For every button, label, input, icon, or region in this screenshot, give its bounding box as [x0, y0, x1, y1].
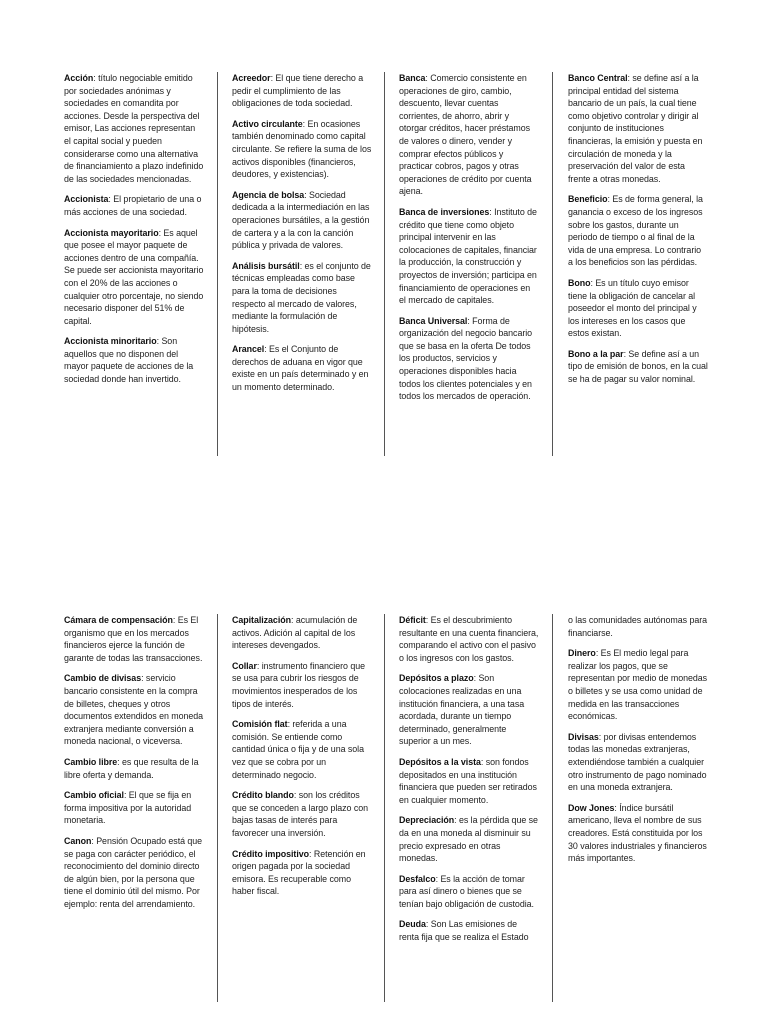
column-4: [568, 72, 708, 456]
glossary-page-top: [0, 72, 768, 456]
glossary-entry: [64, 672, 204, 748]
glossary-entry: [232, 660, 372, 710]
glossary-term: Banca de inversiones: [399, 206, 490, 217]
glossary-definition: : El propietario de una o más acciones de una sociedad.: [64, 194, 202, 217]
glossary-entry: [568, 193, 708, 269]
glossary-entry: [232, 718, 372, 781]
glossary-definition: : es que resulta de la libre oferta y demanda.: [64, 756, 199, 780]
glossary-definition: : Es El organismo que en los mercados financieros ejerce la función de garante de todas las transacciones.: [64, 615, 203, 663]
glossary-definition: : es la pérdida que se da en una moneda al disminuir su precio expresado en otras monedas.: [399, 815, 538, 864]
glossary-definition: o las comunidades autónomas para financiarse.: [568, 615, 708, 638]
glossary-entry: [64, 193, 204, 218]
glossary-entry: [568, 348, 708, 386]
glossary-entry: [232, 189, 372, 252]
column-4: [568, 614, 708, 1002]
glossary-page-bottom: [0, 614, 768, 1002]
glossary-entry: [399, 814, 539, 864]
glossary-definition: : Sociedad dedicada a la intermediación en las operaciones bursátiles, a la gestión de cartera y a la con la canción pública y privada de valores.: [232, 189, 370, 251]
glossary-definition: : Es El medio legal para realizar los pagos, que se representan por medio de monedas o billetes y se usa como unidad de medida en las transacciones económicas.: [568, 648, 708, 722]
glossary-term: Cambio de divisas: [64, 673, 142, 684]
glossary-definition: : referida a una comisión. Se entiende como cantidad única o fija y de una sola vez que se cobra por un determinado negocio.: [232, 719, 364, 780]
column-3: [399, 614, 539, 1002]
column-divider: [384, 72, 385, 456]
glossary-definition: : Son colocaciones realizadas en una institución financiera, a una tasa acordada, durante un tiempo determinado, generalmente superior a un mes.: [399, 673, 525, 747]
glossary-definition: : Es un título cuyo emisor tiene la obligación de cancelar al poseedor el monto del principal y los intereses en los casos que estos existan.: [568, 277, 697, 339]
glossary-term: Collar: [232, 660, 257, 671]
glossary-definition: : Instituto de crédito que tiene como objeto principal intervenir en las colocaciones de capitales, financiar la producción, la construcción y proyectos de inversión; participa en financiamiento de operaciones en el mercado de capitales.: [399, 206, 537, 306]
glossary-entry: [232, 260, 372, 336]
glossary-definition: : Es el descubrimiento resultante en una cuenta financiera, comparando el activo con el pasivo o los ingresos con los gastos.: [399, 615, 539, 663]
glossary-term: Depósitos a plazo: [399, 673, 474, 684]
glossary-term: Banca Universal: [399, 315, 468, 326]
glossary-entry: [64, 756, 204, 781]
glossary-term: Acción: [64, 73, 94, 83]
glossary-entry: [399, 918, 539, 943]
glossary-definition: : El que se fija en forma impositiva por la autoridad monetaria.: [64, 790, 192, 826]
glossary-term: Cambio libre: [64, 756, 118, 767]
glossary-definition: : se define así a la principal entidad del sistema bancario de un país, la cual tiene como objetivo controlar y dirigir al conjunto de instituciones financieras, la emisión y puesta en circulación de moneda y la preservación del valor de esta frente a otras monedas.: [568, 73, 703, 184]
glossary-entry: [64, 72, 204, 185]
glossary-entry: [232, 343, 372, 393]
glossary-definition: : Son aquellos que no disponen del mayor paquete de acciones de la sociedad donde han invertido.: [64, 336, 194, 385]
glossary-entry: [568, 802, 708, 865]
glossary-entry: [399, 206, 539, 307]
glossary-term: Depreciación: [399, 815, 455, 826]
glossary-definition: : Es la acción de tomar para así dinero o bienes que se tenían bajo obligación de custodia.: [399, 873, 534, 909]
glossary-entry: [64, 227, 204, 328]
glossary-definition: : acumulación de activos. Adición al capital de los intereses devengados.: [232, 615, 358, 651]
glossary-entry: [399, 672, 539, 748]
glossary-entry: [64, 789, 204, 827]
glossary-definition: : Pensión Ocupado está que se paga con carácter periódico, el reconocimiento del dominio directo de algún bien, por la persona que tiene el dominio útil del mismo. Por ejemplo: renta del arrendamiento.: [64, 835, 203, 909]
glossary-entry: [232, 614, 372, 652]
glossary-definition: : es el conjunto de técnicas empleadas como base para la toma de decisiones respecto al mercado de valores, mediante la formulación de hipótesis.: [232, 260, 371, 334]
column-divider: [552, 614, 553, 1002]
glossary-entry: [232, 848, 372, 898]
glossary-definition: : En ocasiones también denominado como capital circulante. Se refiere la suma de los activos disponibles (financieros, deudores, y existencias).: [232, 118, 372, 180]
glossary-definition: : Se define así a un tipo de emisión de bonos, en la cual se ha de pagar su valor nominal.: [568, 348, 708, 385]
glossary-term: Capitalización: [232, 615, 291, 625]
glossary-entry: [64, 614, 204, 664]
glossary-definition: : Comercio consistente en operaciones de giro, cambio, descuento, llevar cuentas corrientes, de ahorro, abrir y otorgar créditos, hacer préstamos de valores o dinero, vender y comprar efectos públicos y practicar cobros, pagos y otras operaciones de crédito por cuenta ajena.: [399, 73, 532, 197]
column-divider: [217, 72, 218, 456]
column-2: [232, 614, 372, 1002]
glossary-term: Cámara de compensación: [64, 615, 173, 625]
glossary-entry: [232, 72, 372, 110]
glossary-term: Bono: [568, 277, 591, 288]
glossary-term: Banco Central: [568, 73, 628, 83]
glossary-entry: [399, 315, 539, 403]
glossary-definition: : Es de forma general, la ganancia o exceso de los ingresos sobre los gastos, durante un periodo de tiempo o al final de la vida de una empresa. Lo contrario a los beneficios son las pérdidas.: [568, 194, 703, 268]
glossary-entry: [399, 873, 539, 911]
glossary-term: Accionista minoritario: [64, 336, 157, 347]
glossary-term: Deuda: [399, 919, 426, 930]
glossary-term: Divisas: [568, 731, 599, 742]
glossary-definition: : El que tiene derecho a pedir el cumplimiento de las obligaciones de toda sociedad.: [232, 73, 364, 109]
glossary-entry: [399, 614, 539, 664]
column-1: [64, 72, 204, 456]
glossary-definition: : son los créditos que se conceden a largo plazo con bajas tasas de interés para favorecer una inversión.: [232, 790, 369, 838]
glossary-entry: [399, 72, 539, 198]
glossary-term: Agencia de bolsa: [232, 189, 305, 200]
glossary-term: Accionista: [64, 194, 109, 205]
glossary-definition: : Son Las emisiones de renta fija que se realiza el Estado: [399, 919, 529, 943]
glossary-definition: : Es el Conjunto de derechos de aduana en vigor que existe en un país determinado y en un momento determinado.: [232, 344, 369, 393]
glossary-definition: : servicio bancario consistente en la compra de billetes, cheques y otros documentos extendidos en moneda extranjera mediante conversión a moneda nacional, o viceversa.: [64, 673, 204, 747]
glossary-entry: [64, 835, 204, 911]
column-3: [399, 72, 539, 456]
glossary-definition: : Índice bursátil americano, lleva el nombre de sus creadores. Está constituida por los 30 valores industriales y financieros más importantes.: [568, 802, 707, 864]
glossary-term: Déficit: [399, 615, 426, 625]
glossary-term: Accionista mayoritario: [64, 227, 159, 238]
glossary-term: Canon: [64, 835, 92, 846]
column-divider: [217, 614, 218, 1002]
glossary-entry: [232, 118, 372, 181]
column-2: [232, 72, 372, 456]
glossary-entry: [568, 72, 708, 185]
glossary-term: Beneficio: [568, 194, 608, 205]
glossary-term: Bono a la par: [568, 348, 624, 359]
glossary-definition: : por divisas entendemos todas las monedas extranjeras, extendiéndose también a cualquier otro instrumento de pago nominado en una moneda extranjera.: [568, 731, 707, 793]
glossary-term: Depósitos a la vista: [399, 756, 481, 767]
glossary-definition: : Forma de organización del negocio bancario que se basa en la oferta De todos los productos, servicios y operaciones disponibles hacia todos los clientes potenciales y en todos los mercados de operación.: [399, 315, 533, 402]
glossary-term: Arancel: [232, 344, 265, 355]
glossary-entry: [568, 647, 708, 723]
column-1: [64, 614, 204, 1002]
glossary-entry: [568, 277, 708, 340]
glossary-definition: : Es aquel que posee el mayor paquete de acciones dentro de una compañía. Se puede ser accionista mayoritario con el 20% de las acciones o cualquier otro porcentaje, no siendo necesario disponer del 51% de capital.: [64, 227, 204, 326]
glossary-definition: : son fondos depositados en una institución financiera que pueden ser retirados en cualquier momento.: [399, 756, 537, 805]
glossary-term: Dow Jones: [568, 802, 615, 813]
glossary-term: Banca: [399, 73, 426, 83]
glossary-entry: [64, 335, 204, 385]
glossary-entry: [568, 731, 708, 794]
glossary-term: Acreedor: [232, 73, 271, 83]
glossary-entry: [232, 789, 372, 839]
glossary-term: Dinero: [568, 648, 596, 659]
glossary-term: Desfalco: [399, 873, 436, 884]
glossary-term: Análisis bursátil: [232, 260, 300, 271]
column-divider: [552, 72, 553, 456]
glossary-term: Crédito impositivo: [232, 848, 310, 859]
glossary-entry: [399, 756, 539, 806]
column-divider: [384, 614, 385, 1002]
glossary-definition: : Retención en origen pagada por la sociedad emisora. Es recuperable como haber fiscal.: [232, 848, 366, 897]
glossary-term: Crédito blando: [232, 790, 294, 801]
glossary-term: Activo circulante: [232, 118, 303, 129]
glossary-term: Comisión flat: [232, 719, 288, 730]
glossary-term: Cambio oficial: [64, 790, 124, 801]
glossary-definition: : instrumento financiero que se usa para cubrir los riesgos de movimientos inesperados de los tipos de interés.: [232, 660, 365, 709]
glossary-entry: [568, 614, 708, 639]
glossary-definition: : título negociable emitido por sociedades anónimas y sociedades en comandita por acciones. Desde la perspectiva del emisor, Las acciones representan el capital social y pueden considerarse como una alternativa de financiamiento a plazo indefinido de las sociedades mencionadas.: [64, 73, 204, 184]
